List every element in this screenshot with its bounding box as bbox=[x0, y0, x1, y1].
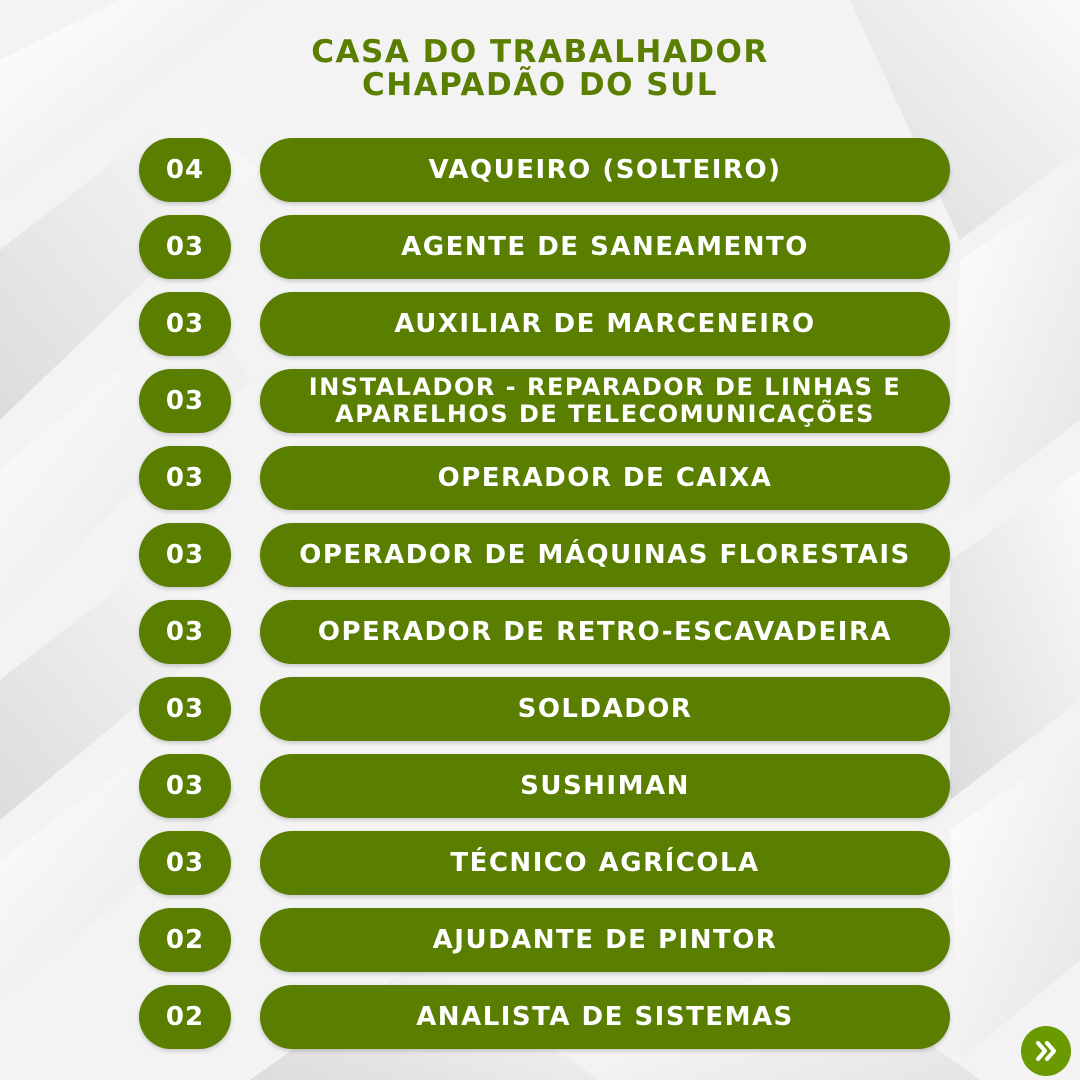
double-chevron-right-icon bbox=[1031, 1036, 1061, 1066]
job-count-badge: 03 bbox=[139, 292, 231, 356]
job-row bbox=[139, 215, 951, 279]
job-count-badge: 03 bbox=[139, 523, 231, 587]
job-row bbox=[139, 985, 951, 1049]
job-row bbox=[139, 754, 951, 818]
job-row bbox=[139, 600, 951, 664]
job-title-pill: OPERADOR DE RETRO-ESCAVADEIRA bbox=[260, 600, 950, 664]
job-count-badge: 03 bbox=[139, 754, 231, 818]
job-title-pill: OPERADOR DE CAIXA bbox=[260, 446, 950, 510]
title-line-2: CHAPADÃO DO SUL bbox=[361, 67, 719, 103]
job-title-pill: ANALISTA DE SISTEMAS bbox=[260, 985, 950, 1049]
job-count-badge: 03 bbox=[139, 600, 231, 664]
job-row bbox=[139, 446, 951, 510]
job-title-pill: OPERADOR DE MÁQUINAS FLORESTAIS bbox=[260, 523, 950, 587]
job-count-badge: 03 bbox=[139, 446, 231, 510]
job-row bbox=[139, 677, 951, 741]
job-title-pill: SOLDADOR bbox=[260, 677, 950, 741]
job-count-badge: 02 bbox=[139, 908, 231, 972]
job-title-pill: INSTALADOR - REPARADOR DE LINHAS E APARELHOS DE TELECOMUNICAÇÕES bbox=[260, 369, 950, 433]
job-row bbox=[139, 292, 951, 356]
job-title-pill: VAQUEIRO (SOLTEIRO) bbox=[260, 138, 950, 202]
job-count-badge: 03 bbox=[139, 677, 231, 741]
job-count-badge: 03 bbox=[139, 215, 231, 279]
job-count-badge: 03 bbox=[139, 831, 231, 895]
job-title-pill: TÉCNICO AGRÍCOLA bbox=[260, 831, 950, 895]
job-row bbox=[139, 138, 951, 202]
job-row bbox=[139, 831, 951, 895]
job-title-pill: AJUDANTE DE PINTOR bbox=[260, 908, 950, 972]
job-count-badge: 02 bbox=[139, 985, 231, 1049]
job-title-pill: SUSHIMAN bbox=[260, 754, 950, 818]
job-row bbox=[139, 369, 951, 433]
job-count-badge: 03 bbox=[139, 369, 231, 433]
job-row bbox=[139, 523, 951, 587]
job-count-badge: 04 bbox=[139, 138, 231, 202]
title-line-1: CASA DO TRABALHADOR bbox=[311, 34, 769, 70]
next-button[interactable] bbox=[1021, 1026, 1071, 1076]
job-title-pill: AUXILIAR DE MARCENEIRO bbox=[260, 292, 950, 356]
job-title-pill: AGENTE DE SANEAMENTO bbox=[260, 215, 950, 279]
job-row bbox=[139, 908, 951, 972]
page-title bbox=[0, 36, 1080, 102]
